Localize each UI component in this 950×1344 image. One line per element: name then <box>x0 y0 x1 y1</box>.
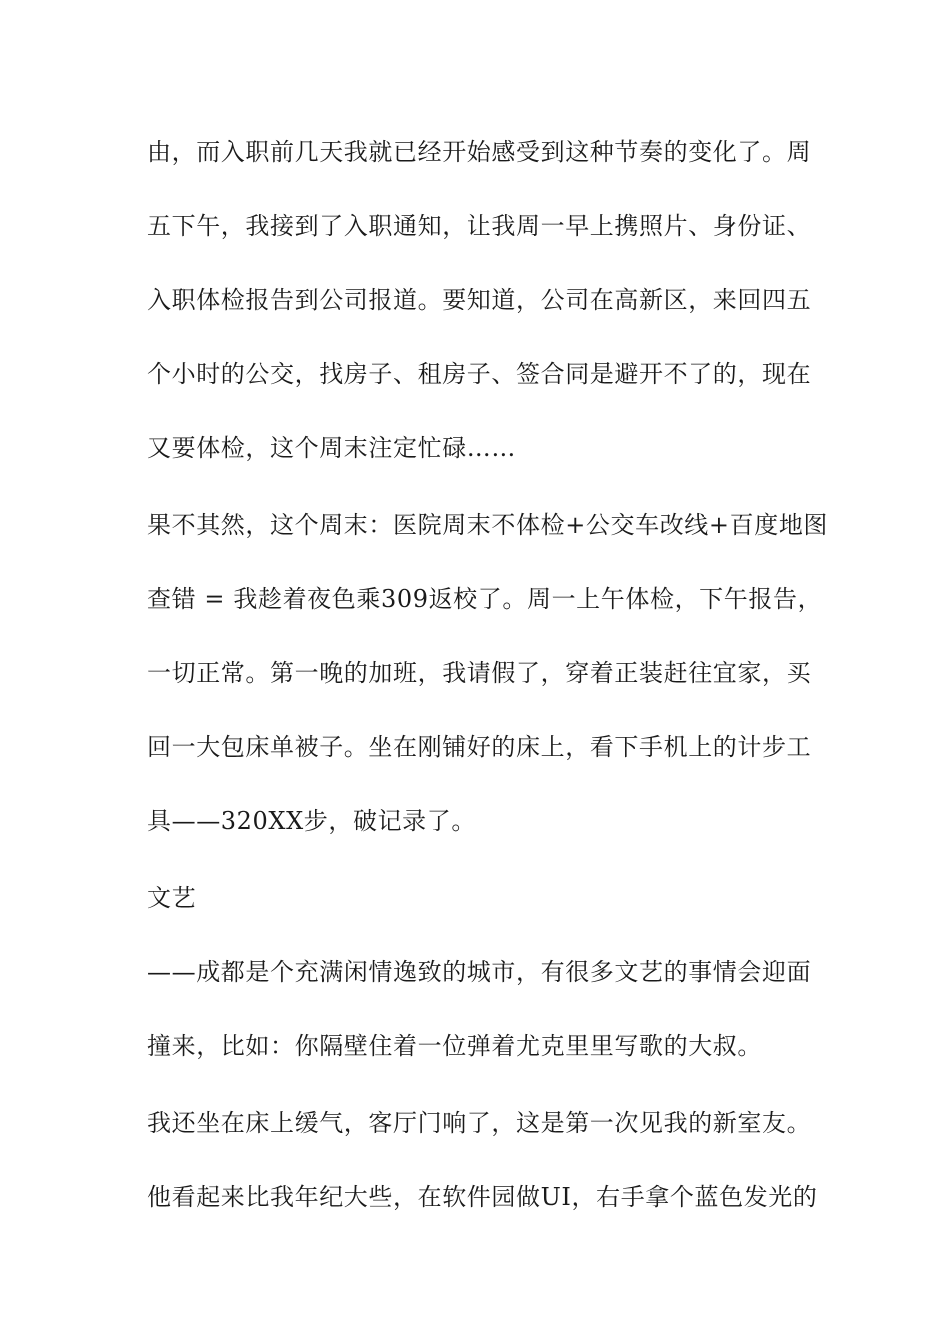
text-line: 回一大包床单被子。坐在刚铺好的床上，看下手机上的计步工 <box>147 733 812 761</box>
text-line: 由，而入职前几天我就已经开始感受到这种节奏的变化了。周 <box>147 138 812 166</box>
text-line: 具——320XX步，破记录了。 <box>147 807 476 835</box>
text-line: 一切正常。第一晚的加班，我请假了，穿着正装赶往宜家，买 <box>147 659 812 687</box>
text-line: 又要体检，这个周末注定忙碌…… <box>147 434 516 462</box>
text-line: 个小时的公交，找房子、租房子、签合同是避开不了的，现在 <box>147 360 812 388</box>
section-heading: 文艺 <box>147 884 197 912</box>
text-line: 查错 = 我趁着夜色乘309返校了。周一上午体检，下午报告， <box>147 585 823 613</box>
text-line: 五下午，我接到了入职通知，让我周一早上携照片、身份证、 <box>147 212 812 240</box>
text-line: 入职体检报告到公司报道。要知道，公司在高新区，来回四五 <box>147 286 812 314</box>
text-line: 撞来，比如：你隔壁住着一位弹着尤克里里写歌的大叔。 <box>147 1032 762 1060</box>
text-line: 我还坐在床上缓气，客厅门响了，这是第一次见我的新室友。 <box>147 1109 812 1137</box>
text-line: 果不其然，这个周末：医院周末不体检+公交车改线+百度地图 <box>147 511 829 539</box>
text-line: ——成都是个充满闲情逸致的城市，有很多文艺的事情会迎面 <box>147 958 812 986</box>
text-line: 他看起来比我年纪大些，在软件园做UI，右手拿个蓝色发光的 <box>147 1183 818 1211</box>
